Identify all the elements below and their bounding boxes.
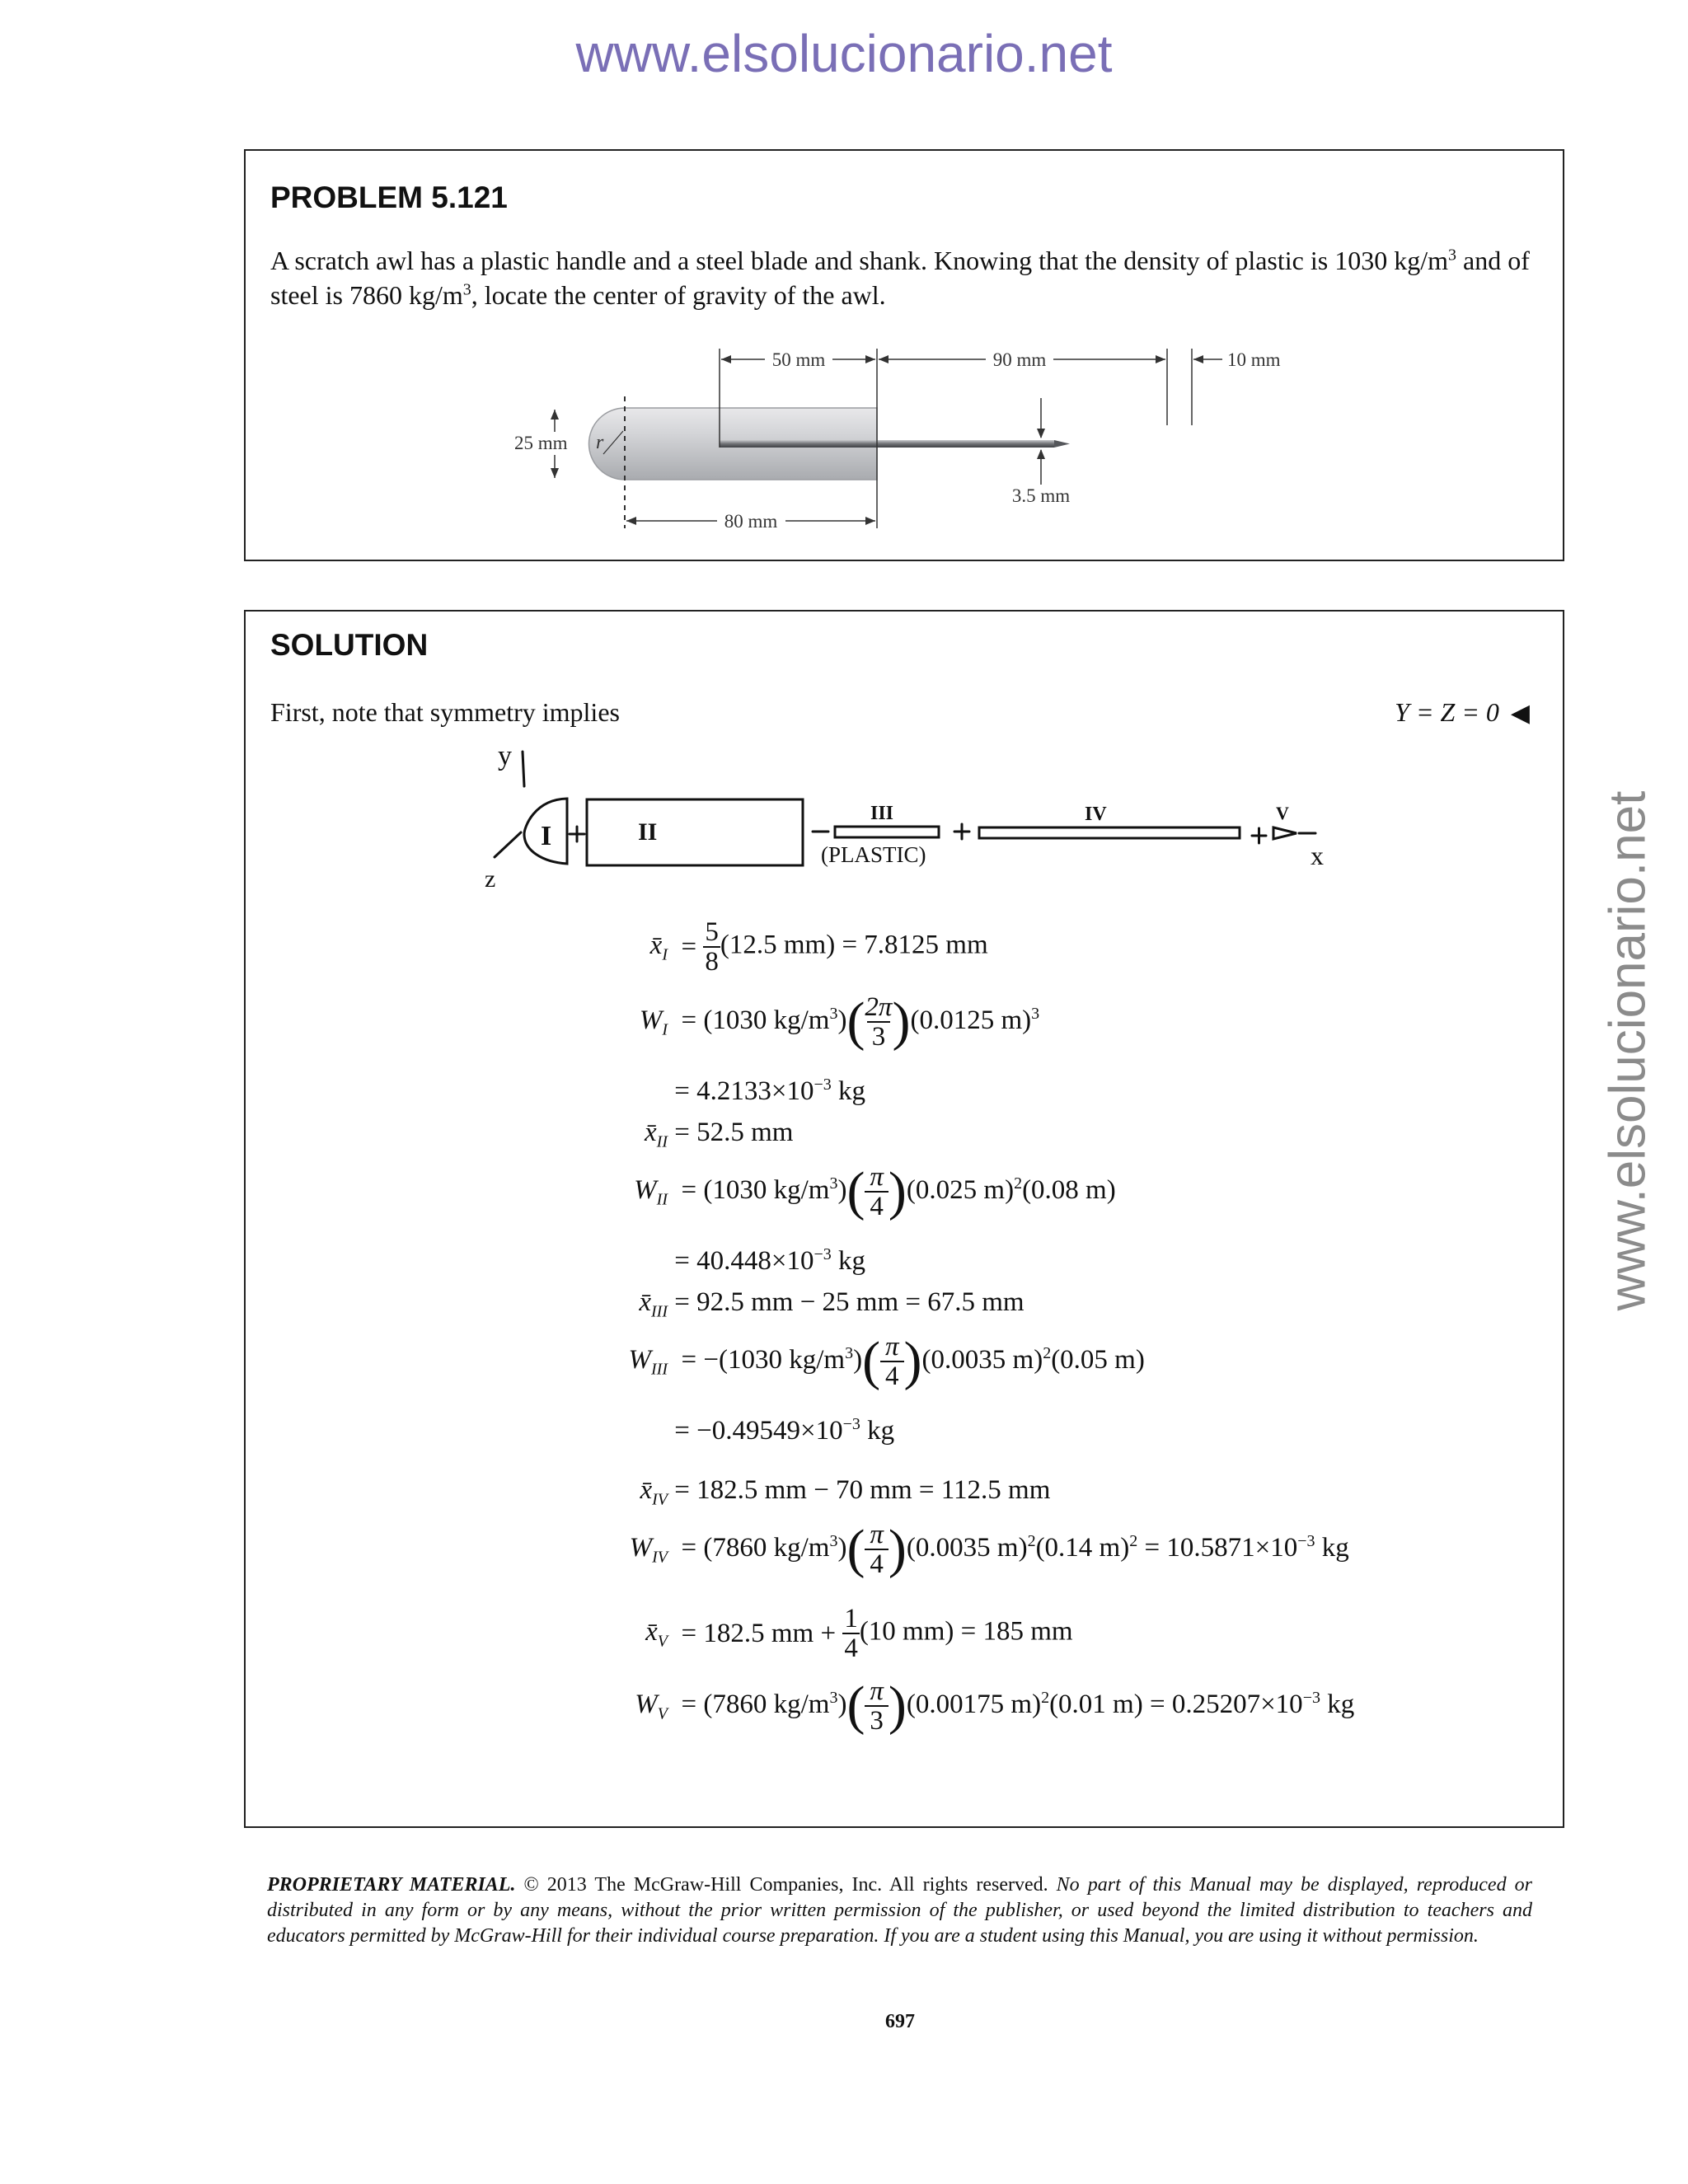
dim-80-label: 80 mm <box>724 511 778 532</box>
eq-WIII: $W_{III} = -(1030$ $kg/m^3$)( $\frac{\pi}{4}$ )(0.0035 m)$^2$(0.05 m) <box>628 1331 1145 1391</box>
eq-WII: $W_{II} = (1030$ $kg/m^3$)( $\frac{\pi}{4}$ )(0.025 m)$^2$(0.08 m) <box>634 1161 1116 1221</box>
eq-xV: $x̄_V = 182.5$ mm + $\frac{1}{4}$ (10 mm) = 185 mm <box>645 1604 1073 1663</box>
dim-90-label: 90 mm <box>992 349 1047 370</box>
part-IV-label: IV <box>1085 804 1107 825</box>
part-V-shape <box>1273 827 1296 839</box>
footer-copyright: © 2013 The McGraw-Hill Companies, Inc. All rights reserved. <box>515 1874 1057 1896</box>
symmetry-result-text: Y = Z = 0 <box>1395 697 1499 727</box>
awl-tip <box>1054 440 1070 448</box>
part-I-label: I <box>541 821 552 851</box>
symmetry-text: First, note that symmetry implies <box>270 697 620 727</box>
awl-shank <box>877 440 1054 448</box>
footer-notice <box>267 1872 1532 1949</box>
solution-box <box>244 610 1564 1828</box>
eq-WII-result: = $40.448\times 10^{-3}$ kg <box>668 1245 866 1276</box>
part-II-shape <box>587 799 803 865</box>
dim-10-label: 10 mm <box>1227 349 1281 370</box>
axis-y-label: y <box>498 741 512 771</box>
axis-x-label: x <box>1311 841 1324 870</box>
part-III-shape <box>835 827 939 837</box>
y-axis-line <box>523 752 524 786</box>
watermark-side: www.elsolucionario.net <box>1599 790 1657 1311</box>
statement-part3: , locate the center of gravity of the awl. <box>471 280 886 310</box>
plastic-label: (PLASTIC) <box>821 842 926 867</box>
eq-WV: $W_V = (7860$ $kg/m^3$)( $\frac{\pi}{3}$ )(0.00175 m)$^2$(0.01 $m) = 0.25207\times 10^{-3}$ kg <box>635 1675 1355 1736</box>
part-V-label: V <box>1276 803 1289 823</box>
result-marker-icon: ◀ <box>1510 700 1530 727</box>
eq-WIV: $W_{IV} = (7860$ $kg/m^3$)( $\frac{\pi}{4}$ )(0.0035 m)$^2$(0.14 $m)^2 = 10.5871\times 10^{-3}$ kg <box>629 1519 1349 1579</box>
problem-box <box>244 149 1564 561</box>
dim-3-5-label: 3.5 mm <box>1011 485 1071 506</box>
dim-50-label: 50 mm <box>771 349 826 370</box>
part-III-label: III <box>870 803 894 824</box>
footer-lead: PROPRIETARY MATERIAL. <box>267 1874 516 1896</box>
eq-xIV: $x̄_{IV} = 182.5$ mm − 70 mm = 112.5 mm <box>640 1475 1051 1509</box>
part-II-label: II <box>638 818 658 846</box>
eq-WI-result: = $4.2133\times 10^{-3}$ kg <box>668 1076 866 1106</box>
statement-sup2: 3 <box>462 280 471 299</box>
watermark-top: www.elsolucionario.net <box>575 24 1113 83</box>
statement-sup1: 3 <box>1447 246 1456 265</box>
awl-shank-inside <box>720 440 877 448</box>
decomposition-sketch <box>246 612 1563 941</box>
eq-WI: $W_I = (1030$ $kg/m^3$)( $\frac{2\pi}{3}$ )(0.0125 m)$^3$ <box>639 991 1040 1052</box>
axis-z-label: z <box>485 865 496 893</box>
radius-label: r <box>596 432 604 453</box>
eq-xII: $x̄_{II} = 52.5$ mm <box>645 1118 794 1151</box>
eq-xIII: $x̄_{III} = 92.5$ mm − 25 mm = 67.5 mm <box>639 1287 1025 1321</box>
dim-25-label: 25 mm <box>514 433 568 453</box>
eq-xI: $x̄_I$ = $\frac{5}{8}$ (12.5 mm) = 7.8125 mm <box>649 917 988 977</box>
awl-figure <box>246 151 1563 560</box>
solution-heading: SOLUTION <box>270 628 429 662</box>
statement-part2: and of steel is 7860 kg/m <box>270 246 1530 310</box>
part-IV-shape <box>979 827 1240 838</box>
footer-notice-text: No part of this Manual may be displayed, reproduced or distributed in any form or by any means, without the prior written permission of the publisher, or used beyond the limited distribution to teachers and educators permitted by McGraw-Hill for their individual course preparation. If you are a student using this Manual, you are using it without permission. <box>267 1874 1532 1947</box>
problem-heading: PROBLEM 5.121 <box>270 180 508 214</box>
statement-part1: A scratch awl has a plastic handle and a steel blade and shank. Knowing that the density of plastic is 1030 kg/m <box>270 246 1448 275</box>
eq-WIII-result: = $-0.49549\times 10^{-3}$ kg <box>668 1415 895 1446</box>
z-axis-line <box>495 832 521 857</box>
page-number: 697 <box>885 2011 915 2032</box>
